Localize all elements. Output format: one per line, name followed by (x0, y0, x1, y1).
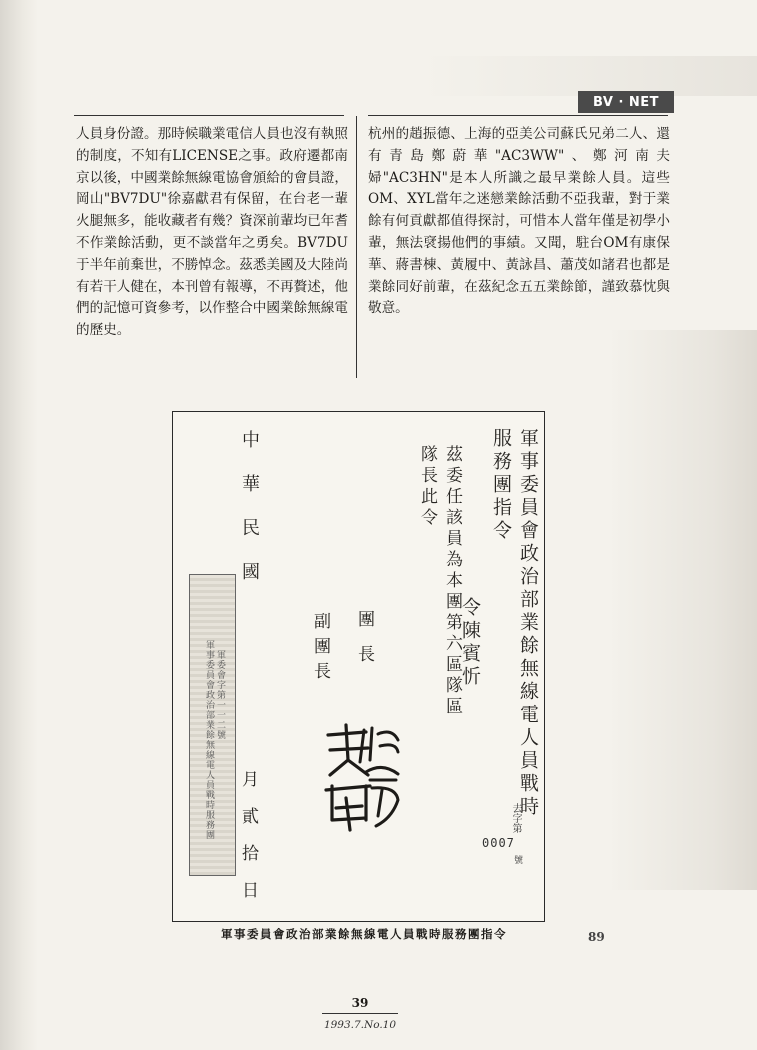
document-title-head: 團長 (354, 610, 374, 680)
document-order-body: 茲委任該員為本團第六區隊區隊長此令 (417, 445, 462, 718)
right-paragraph: 杭州的趙振德、上海的亞美公司蘇氏兄弟二人、還有青島鄭蔚華"AC3WW"、鄭河南夫婦"AC3HN"是本人所識之最早業餘人員。這些OM、XYL當年之迷戀業餘活動不亞我輩，對于業餘有何貢獻都值得探討，可惜本人當年僅是初學小輩，無法裦揚他們的事績。又聞，駐台OM有康保華、蔣書棟、黃履中、黃詠昌、蕭茂如諸君也都是業餘同好前輩，在茲紀念五五業餘節，謹致慕忱與敬意。 (368, 126, 670, 317)
figure-caption: 軍事委員會政治部業餘無線電人員戰時服務團指令 (221, 927, 507, 941)
document-serial-number: 0007 (482, 836, 515, 850)
seal-inscription: 軍事委員會政治部業餘無線電人員戰時服務團 (204, 640, 214, 840)
article-column-left (76, 124, 348, 342)
left-paragraph: 人員身份證。那時候職業電信人員也沒有執照的制度，不知有LICENSE之事。政府遷都南京以後，中國業餘無線電協會頒給的會員證，岡山"BV7DU"徐嘉獻君有保留，在台老一輩火腿無多，能收藏者有幾？資深前輩均已年耆不作業餘活動，更不談當年之勇矣。BV7DU于半年前棄世，不勝悼念。茲悉美國及大陸尚有若干人健在，本刊曾有報導，不再贅述，他們的記憶可資參考，以作整合中國業餘無線電的歷史。 (76, 126, 348, 339)
column-divider (356, 116, 357, 378)
page-number-rule (322, 1013, 398, 1014)
right-edge-shadow (607, 330, 757, 890)
document-order-recipient: 令陳賓忻 (459, 597, 481, 689)
page-number: 39 (351, 996, 369, 1010)
document-serial-prefix: 去字第 (510, 803, 521, 833)
section-tag: BV · NET (578, 91, 674, 113)
handwritten-signature-a (352, 722, 412, 832)
document-heading: 軍事委員會政治部業餘無線電人員戰時服務團指令 (490, 428, 539, 819)
page-gutter-shadow (0, 0, 38, 1050)
top-rule-left (74, 115, 344, 116)
seal-registration: 軍委會字第一一二號 (215, 650, 225, 740)
side-marker: 89 (588, 930, 605, 944)
document-date-prefix: 中華民國 (239, 430, 260, 606)
bleed-through-band (417, 56, 757, 96)
article-column-right (368, 124, 670, 320)
document-title-deputy: 副團長 (310, 612, 330, 687)
document-serial-suffix: 號 (514, 856, 524, 866)
document-date-rest: 月貳拾日 (238, 770, 258, 918)
top-rule-right (368, 115, 668, 116)
issue-label: 1993.7.No.10 (323, 1019, 397, 1031)
